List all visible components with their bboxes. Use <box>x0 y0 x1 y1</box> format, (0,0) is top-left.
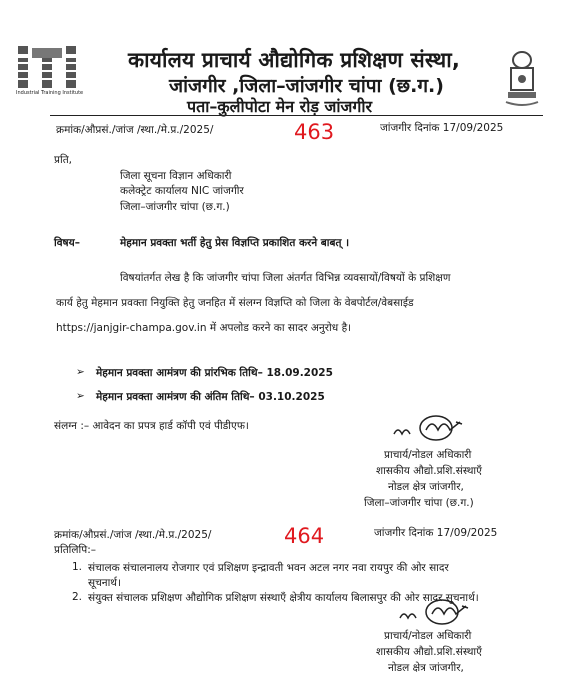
copy-date: जांजगीर दिनांक 17/09/2025 <box>374 527 498 539</box>
start-date-item: मेहमान प्रवक्ता आमंत्रण की प्रांरभिक तिथि– 18.09.2025 <box>96 367 333 379</box>
arrow-bullet-icon: ➢ <box>76 366 85 378</box>
subject-label: विषय– <box>54 237 80 249</box>
reference-number: क्रमांक/औप्रसं./जांज /स्था./मे.प्र./2025/ <box>56 124 214 136</box>
copy-item-number: 1. <box>72 561 83 573</box>
copy-item: संयुक्त संचालक प्रशिक्षण औद्योगिक प्रशिक्षण संस्थाऍं क्षेत्रीय कार्यालय बिलासपुर की ओर सादर सूचनार्थ। <box>88 592 479 604</box>
handwritten-dispatch-number: 463 <box>294 120 335 144</box>
copy-reference-number: क्रमांक/औप्रसं./जांज /स्था./मे.प्र./2025/ <box>54 529 212 541</box>
letter-date: जांजगीर दिनांक 17/09/2025 <box>380 122 504 134</box>
signatory-line: शासकीय औद्यो.प्रशि.संस्थाऍं <box>376 646 482 658</box>
body-paragraph-line: कार्य हेतु मेहमान प्रवक्ता नियुक्ति हेतु जनहित में संलग्न विज्ञप्ति को जिला के वेबपोर्टल/वेबसाईड <box>56 297 414 309</box>
subject-text: मेहमान प्रवक्ता भर्ती हेतु प्रेस विज्ञप्ति प्रकाशित करने बाबत् । <box>120 237 350 249</box>
copy-item: संचालक संचालनालय रोजगार एवं प्रशिक्षण इन्द्रावती भवन अटल नगर नवा रायपुर की ओर सादर <box>88 562 449 574</box>
signatory-line: नोडल क्षेत्र जांजगीर, <box>388 662 464 674</box>
signatory-line: प्राचार्य/नोडल अधिकारी <box>384 630 472 642</box>
last-date-item: मेहमान प्रवक्ता आमंत्रण की अंतिम तिथि– 03.10.2025 <box>96 391 325 403</box>
copy-item-number: 2. <box>72 591 83 603</box>
signature-mark <box>398 596 478 632</box>
signatory-line: नोडल क्षेत्र जांजगीर, <box>388 481 464 493</box>
arrow-bullet-icon: ➢ <box>76 390 85 402</box>
recipient-line: कलेक्ट्रेट कार्यालय NIC जांजगीर <box>120 185 244 197</box>
copy-label: प्रतिलिपि:– <box>54 544 96 556</box>
signatory-line: शासकीय औद्यो.प्रशि.संस्थाऍं <box>376 465 482 477</box>
state-emblem-icon <box>500 48 544 108</box>
logo-caption: Industrial Training Institute <box>16 90 84 96</box>
office-location: जांजगीर ,जिला–जांजगीर चांपा (छ.ग.) <box>169 75 444 97</box>
body-paragraph-line: विषयांतर्गत लेख है कि जांजगीर चांपा जिला अंतर्गत विभिन्न व्यवसायों/विषयों के प्रशिक्षण <box>120 272 451 284</box>
office-title: कार्यालय प्राचार्य औद्योगिक प्रशिक्षण संस्था, <box>128 48 461 72</box>
signature-mark <box>392 412 472 448</box>
recipient-line: जिला–जांजगीर चांपा (छ.ग.) <box>120 201 230 213</box>
signatory-line: जिला–जांजगीर चांपा (छ.ग.) <box>364 497 474 509</box>
iti-logo <box>14 40 114 100</box>
copy-item-continuation: सूचनार्थ। <box>88 577 122 589</box>
to-label: प्रति, <box>54 154 73 166</box>
signatory-line: प्राचार्य/नोडल अधिकारी <box>384 449 472 461</box>
header-divider <box>50 115 543 116</box>
recipient-line: जिला सूचना विज्ञान अधिकारी <box>120 170 232 182</box>
attachment-note: संलग्न :– आवेदन का प्रपत्र हार्ड कॉपी एवं पीडीएफ। <box>54 420 249 432</box>
body-paragraph-line: https://janjgir-champa.gov.in में अपलोड करने का सादर अनुरोध है। <box>56 322 352 334</box>
office-address: पता–कुलीपोटा मेन रोड़ जांजगीर <box>187 97 373 116</box>
handwritten-copy-number: 464 <box>284 524 325 548</box>
